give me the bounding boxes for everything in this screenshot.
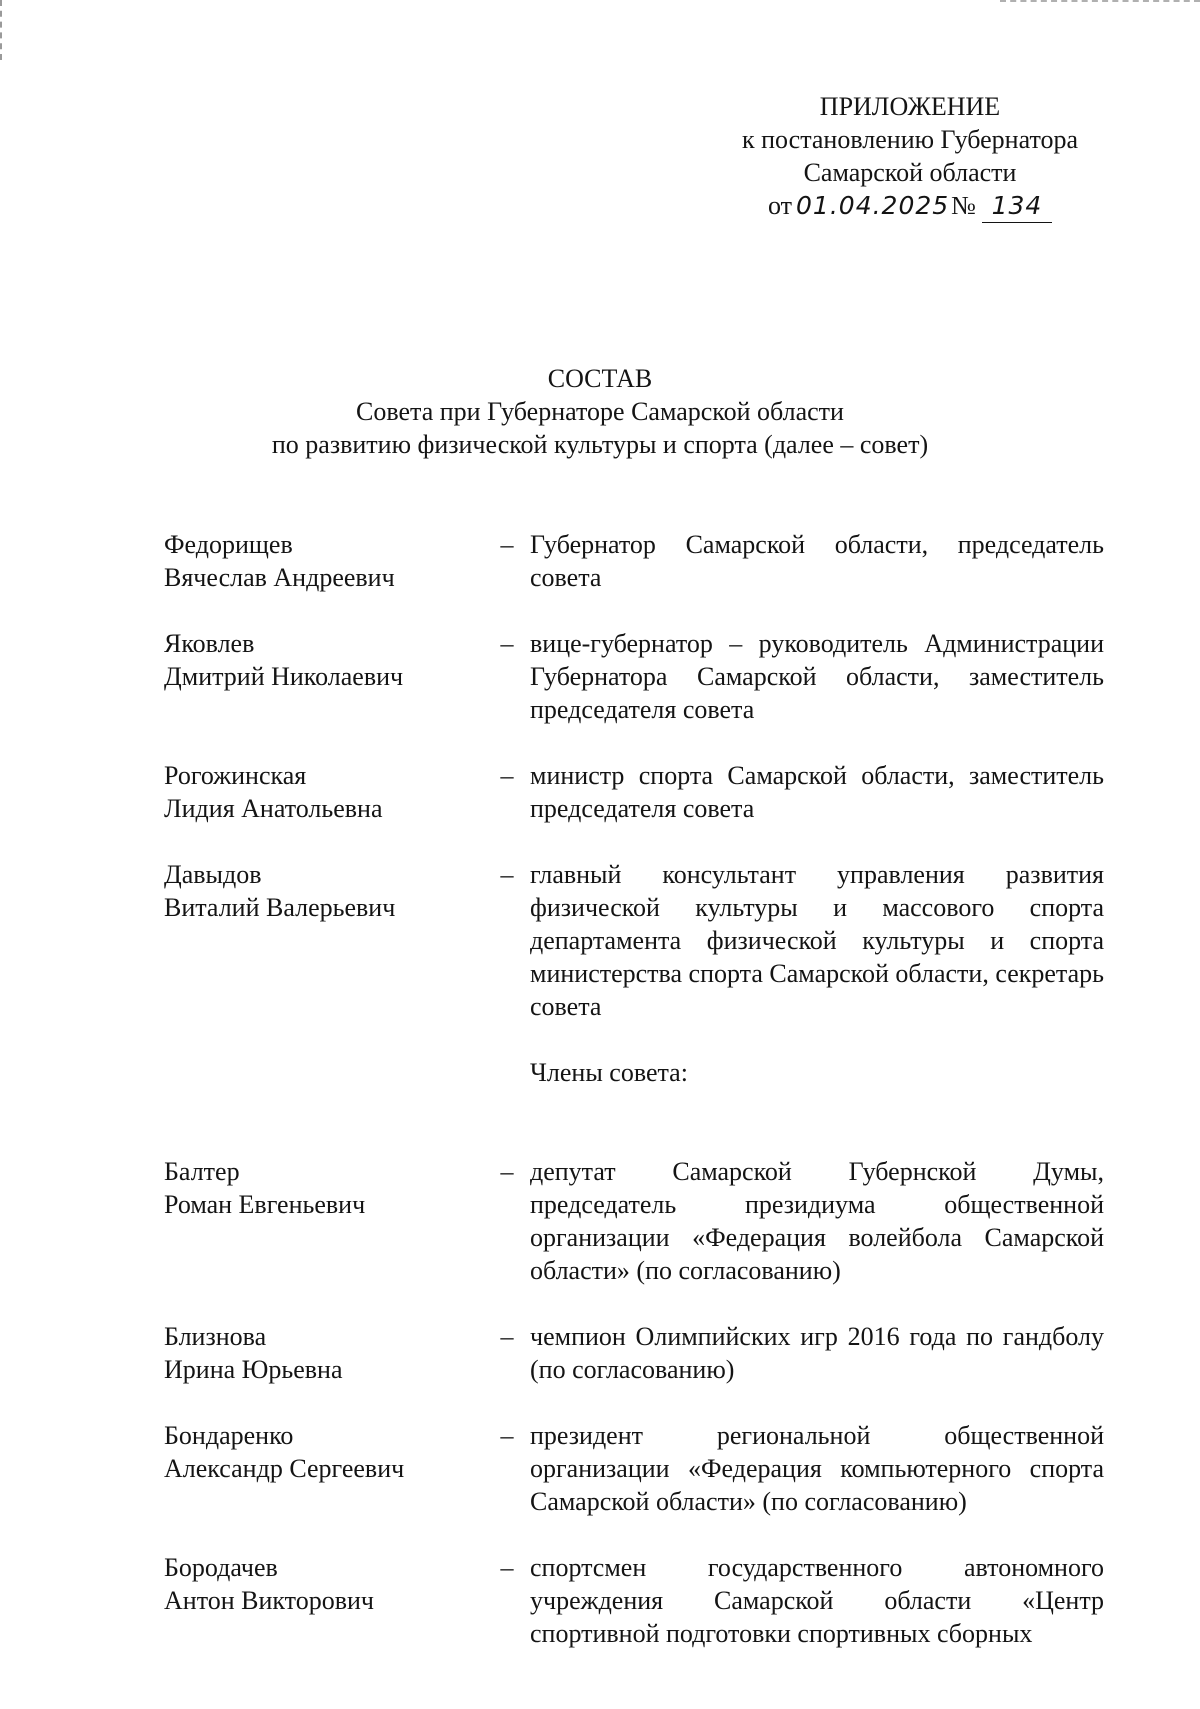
- member-given-names: Роман Евгеньевич: [164, 1190, 366, 1219]
- member-surname: Рогожинская: [164, 761, 307, 790]
- dash-separator: –: [500, 1157, 514, 1186]
- list-item: [164, 1320, 1104, 1419]
- members-label: Члены совета:: [530, 1058, 688, 1087]
- appendix-line-2: Самарской области: [803, 158, 1017, 187]
- scan-edge-top: [1000, 0, 1200, 4]
- dash-separator: –: [500, 629, 514, 658]
- list-item: [164, 528, 1104, 627]
- member-given-names: Виталий Валерьевич: [164, 893, 396, 922]
- dash-separator: –: [500, 761, 514, 790]
- member-given-names: Ирина Юрьевна: [164, 1355, 343, 1384]
- member-name: [164, 627, 484, 759]
- member-given-names: Лидия Анатольевна: [164, 794, 383, 823]
- list-item: [164, 1551, 1104, 1650]
- member-role: депутат Самарской Губернской Думы, председатель президиума общественной организации «Федерация волейбола Самарской области» (по согласованию): [530, 1157, 1104, 1285]
- member-name: [164, 759, 484, 858]
- member-role: президент региональной общественной организации «Федерация компьютерного спорта Самарской области» (по согласованию): [530, 1421, 1104, 1516]
- member-surname: Яковлев: [164, 629, 255, 658]
- member-given-names: Антон Викторович: [164, 1586, 374, 1615]
- member-role: Губернатор Самарской области, председатель совета: [530, 530, 1104, 592]
- member-given-names: Александр Сергеевич: [164, 1454, 405, 1483]
- dash-separator: –: [500, 1553, 514, 1582]
- list-item: [164, 759, 1104, 858]
- member-role: спортсмен государственного автономного учреждения Самарской области «Центр спортивной подготовки спортивных сборных: [530, 1553, 1104, 1648]
- member-surname: Давыдов: [164, 860, 262, 889]
- list-item: [164, 627, 1104, 759]
- title-heading: СОСТАВ: [547, 364, 653, 393]
- member-name: [164, 528, 484, 627]
- member-role: чемпион Олимпийских игр 2016 года по гандболу (по согласованию): [530, 1322, 1104, 1384]
- member-surname: Бородачев: [164, 1553, 278, 1582]
- appendix-line-1: к постановлению Губернатора: [741, 125, 1079, 154]
- date-prefix: от: [768, 191, 793, 220]
- list-item: [164, 1155, 1104, 1320]
- handwritten-number: 134: [982, 189, 1052, 223]
- member-role: главный консультант управления развития физической культуры и массового спорта департамента физической культуры и спорта министерства спорта Самарской области, секретарь совета: [530, 860, 1104, 1021]
- scan-edge-left: [0, 0, 5, 60]
- member-given-names: Вячеслав Андреевич: [164, 563, 395, 592]
- list-item: [164, 858, 1104, 1056]
- appendix-header: [690, 90, 1130, 222]
- title-line-1: Совета при Губернаторе Самарской области: [356, 397, 844, 426]
- member-role: вице-губернатор – руководитель Администрации Губернатора Самарской области, заместитель председателя совета: [530, 629, 1104, 724]
- number-prefix: №: [951, 191, 976, 220]
- member-surname: Балтер: [164, 1157, 240, 1186]
- member-role: министр спорта Самарской области, заместитель председателя совета: [530, 761, 1104, 823]
- appendix-heading: ПРИЛОЖЕНИЕ: [819, 92, 1001, 121]
- member-name: [164, 858, 484, 1056]
- dash-separator: –: [500, 1421, 514, 1450]
- dash-separator: –: [500, 860, 514, 889]
- handwritten-date: 01.04.2025: [796, 191, 950, 220]
- appendix-date-line: [690, 189, 1130, 222]
- council-members-list: [164, 528, 1104, 1650]
- member-given-names: Дмитрий Николаевич: [164, 662, 404, 691]
- member-name: [164, 1155, 484, 1320]
- list-item: [164, 1419, 1104, 1551]
- member-name: [164, 1419, 484, 1551]
- member-name: [164, 1551, 484, 1650]
- dash-separator: –: [500, 530, 514, 559]
- member-surname: Близнова: [164, 1322, 267, 1351]
- title-line-2: по развитию физической культуры и спорта (далее – совет): [271, 430, 929, 459]
- member-surname: Федорищев: [164, 530, 293, 559]
- document-title: [0, 362, 1200, 461]
- member-surname: Бондаренко: [164, 1421, 294, 1450]
- dash-separator: –: [500, 1322, 514, 1351]
- member-name: [164, 1320, 484, 1419]
